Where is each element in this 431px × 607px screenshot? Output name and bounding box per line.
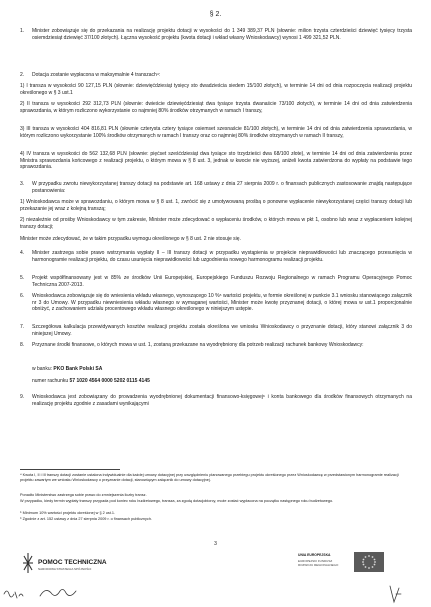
- section-heading: § 2.: [209, 11, 222, 18]
- footnote-6: ⁶ Zgodnie z art. 152 ustawy z dnia 27 sierpnia 2009 r. o finansach publicznych.: [20, 517, 153, 521]
- tranche-4: 4) IV transza w wysokości do 562 132,68 PLN (słownie: pięćset sześćdziesiąt dwa tysiące sto trzydzieści dwa 68/100 złote), w terminie 14 dni od dnia zatwierdzenia przez Ministra sprawozdania końcowego z realizacji projektu, o którym mowa w § 8 ust. 3, jednak w kwocie nie wyższej, aniżeli kwota zatwierdzona do wypłaty na podstawie tego sprawozdania.: [20, 151, 412, 171]
- bank-line: [32, 366, 412, 373]
- bank-label: w banku:: [32, 366, 53, 372]
- item-number-5: 5.: [20, 275, 25, 281]
- paragraph-8: Przyznane środki finansowe, o których mowa w ust. 1, zostaną przekazane na wyodrębniony dla potrzeb realizacji rachunek bankowy Wnioskodawcy:: [32, 342, 364, 348]
- account-label: numer rachunku: [32, 378, 69, 384]
- paragraph-3: W przypadku zwrotu niewykorzystanej transzy dotacji na podstawie art. 168 ustawy z dnia 27 sierpnia 2009 r. o finansach publicznych zastosowanie znajdą następujące postanowienia:: [32, 181, 412, 194]
- paragraph-1: Minister zobowiązuje się do przekazania na realizację projektu dotacji w wysokości do 1 349 389,37 PLN (słownie: milion trzysta czterdzieści dziewięć tysięcy trzysta osiemdziesiąt dziewięć 37/100 złotych). Łączna wysokość projektu (kwota dotacji i wkład własny Wnioskodawcy) wynosi 1 499 321,52 PLN.: [32, 28, 412, 41]
- item-number-1: 1.: [20, 28, 25, 34]
- paragraph-3-point-2: 2) niezależnie od prośby Wnioskodawcy w tym zakresie, Minister może zdecydować o wypłaceniu środków, o których mowa w pkt 1, osobno lub wraz z wypłaceniem kolejnej transzy dotacji;: [20, 217, 412, 230]
- paragraph-5: Projekt współfinansowany jest w 85% ze środków Unii Europejskiej, Europejskiego Funduszu Rozwoju Regionalnego w ramach Programu Operacyjnego Pomoc Techniczna 2007-2013.: [32, 275, 412, 288]
- paragraph-3-closing: Minister może zdecydować, że w takim przypadku wymogu określonego w § 8 ust. 2 nie stosuje się.: [20, 236, 241, 242]
- footnote-5: ⁵ Minimum 10% wartości projektu określonej w § 2 ust.1.: [20, 511, 116, 515]
- item-number-4: 4.: [20, 250, 25, 256]
- paragraph-2: Dotacja zostanie wypłacona w maksymalnie 4 transzach⁴:: [32, 72, 161, 78]
- item-number-9: 9.: [20, 394, 25, 400]
- footnote-4-note-2: W przypadku, kiedy termin wypłaty transzy przypada pod koniec roku budżetowego, transza, za zgodą dotacjobiorcy, może zostać wypłacona na początku następnego roku budżetowego.: [20, 499, 334, 503]
- pomoc-techniczna-title: POMOC TECHNICZNA: [38, 559, 107, 566]
- paragraph-4: Minister zastrzega sobie prawo wstrzymania wypłaty II – III transzy dotacji w przypadku wystąpienia w projekcie nieprawidłowości lub znaczącego przesunięcia w harmonogramie realizacji projektu, do czasu usunięcia nieprawidłowości lub uzgodnienia nowego harmonogramu realizacji projektu.: [32, 250, 412, 263]
- pomoc-techniczna-logo: [22, 551, 122, 577]
- page-number: 3: [214, 541, 217, 547]
- account-line: [32, 378, 412, 385]
- eu-fund-line-1: EUROPEJSKI FUNDUSZ: [298, 559, 333, 563]
- paragraph-3-point-1: 1) Wnioskodawca może w sprawozdaniu, o którym mowa w § 8 ust. 1, zwrócić się z umotywowaną prośbą o ponowne wypłacenie niewykorzystanej części transzy dotacji lub przekazanie jej wraz z kolejną transzą;: [20, 199, 412, 212]
- tranche-3: 3) III transza w wysokości 404 816,81 PLN (słownie czterysta cztery tysiące osiemset szesnaście 81/100 złotych), w terminie 14 dni od dnia zatwierdzenia sprawozdania, w którym rozliczono wykorzystanie 100% środków otrzymanych w ramach I transzy oraz co najmniej 80% środków otrzymanych w ramach II transzy,: [20, 126, 412, 139]
- tranche-2: 2) II transza w wysokości 292 312,73 PLN (słownie: dwieście dziewięćdziesiąt dwa tysiące trzysta dwanaście 73/100 złotych), w terminie 14 dni od dnia zatwierdzenia sprawozdania, w którym rozliczono wykorzystanie co najmniej 80% środków otrzymanych w ramach I transzy,: [20, 101, 412, 114]
- item-number-2: 2.: [20, 72, 25, 78]
- item-number-7: 7.: [20, 324, 25, 330]
- paragraph-9: Wnioskodawca jest zobowiązany do prowadzenia wyodrębnionej dokumentacji finansowo-księgowej⁶ i konta bankowego dla środków finansowych otrzymanych na realizację projektu zgodnie z zasadami wynikającymi: [32, 394, 412, 407]
- item-number-6: 6.: [20, 293, 25, 299]
- item-number-8: 8.: [20, 342, 25, 348]
- eu-title: UNIA EUROPEJSKA: [298, 553, 331, 557]
- eu-logo: [298, 550, 398, 576]
- pomoc-techniczna-subtitle: NARODOWA STRATEGIA SPÓJNOŚCI: [38, 567, 92, 571]
- footnote-4: ⁴ Kwota I, II i III transzy dotacji zostanie ustalona indywidualnie dla każdej umowy dotacyjnej przy uwzględnieniu planowanego przebiegu projektu określonego przez Wnioskodawcę w przedstawionym harmonogramie realizacji projektu zawartym we wniosku Wnioskodawcy o przyznanie dotacji, stanowiącym załącznik do umowy dotacyjnej.: [20, 473, 399, 482]
- account-number: 57 1020 4564 0000 5202 0115 4145: [69, 378, 150, 384]
- paragraph-6: Wnioskodawca zobowiązuje się do wniesienia wkładu własnego, wynoszącego 10 %⁵ wartości projektu, w formie określonej w punkcie 3.1 wniosku stanowiącego załącznik nr 3 do Umowy. W przypadku niewniesienia wkładu własnego w wymaganej wartości, Minister może kwotę przyznanej dotacji, o której mowa w ust.1 proporcjonalnie obniżyć, z zachowaniem udziału procentowego wkładu własnego określonego w niniejszym ustępie.: [32, 293, 412, 313]
- paragraph-7: Szczegółowa kalkulacja przewidywanych kosztów realizacji projektu została określona we wniosku Wnioskodawcy o przyznanie dotacji, który stanowi załącznik 3 do niniejszej Umowy.: [32, 324, 412, 337]
- footnote-divider: [20, 469, 120, 470]
- eu-flag-icon: [354, 552, 384, 572]
- eu-fund-line-2: ROZWOJU REGIONALNEGO: [298, 563, 339, 567]
- bank-name: PKO Bank Polski SA: [53, 366, 103, 372]
- footnote-4-note: Ponadto Ministerstwo zastrzega sobie prawo do zmniejszenia liczby transz.: [20, 493, 147, 497]
- item-number-3: 3.: [20, 181, 25, 187]
- handwritten-signatures: [0, 580, 431, 607]
- tranche-1: 1) I transza w wysokości 90 127,15 PLN (słownie: dziewięćdziesiąt tysięcy sto dwadzieścia siedem 15/100 złotych), w terminie 14 dni od dnia rozpoczęcia realizacji projektu określonego w § 3 ust.1: [20, 83, 412, 96]
